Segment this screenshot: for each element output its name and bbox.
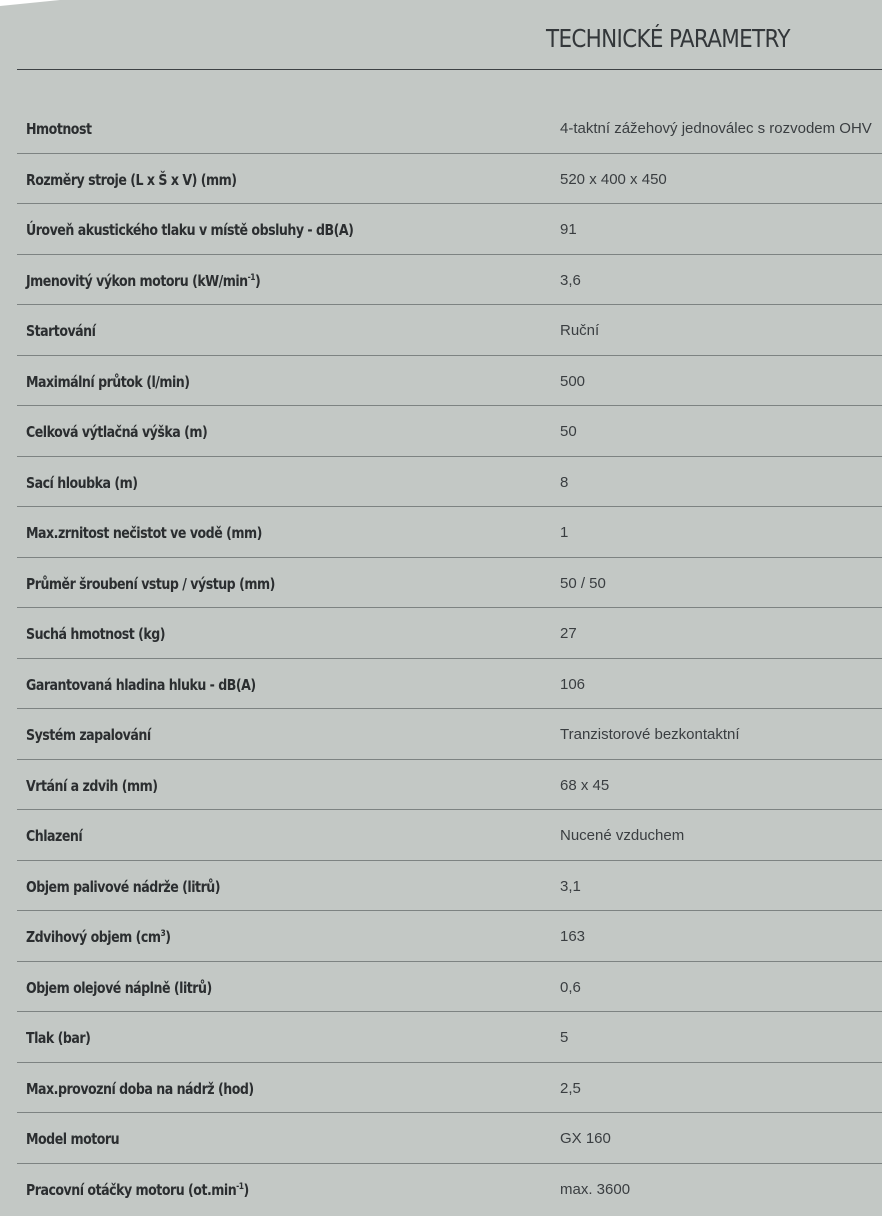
- spec-label-text: Objem olejové náplně (litrů): [26, 978, 212, 997]
- spec-row: [17, 406, 882, 457]
- spec-label-text: Celková výtlačná výška (m): [26, 423, 208, 441]
- spec-value: max. 3600: [560, 1180, 631, 1198]
- spec-label-suffix: ): [243, 1180, 249, 1199]
- spec-label: [26, 726, 151, 744]
- spec-label-text: Sací hloubka (m): [26, 473, 138, 492]
- spec-row: [17, 507, 882, 558]
- spec-label-superscript: -1: [236, 1181, 244, 1192]
- spec-value: Ruční: [560, 322, 600, 339]
- spec-label: [26, 777, 157, 795]
- spec-row: [17, 558, 882, 609]
- spec-row: [17, 255, 882, 306]
- spec-label-text: Rozměry stroje (L x Š x V) (mm): [26, 170, 237, 189]
- spec-label: [26, 575, 275, 593]
- spec-label-text: Pracovní otáčky motoru (ot.min: [26, 1180, 237, 1199]
- spec-label: [26, 827, 82, 845]
- spec-row: [17, 154, 882, 205]
- spec-value: 2,5: [560, 1079, 581, 1097]
- spec-label-text: Max.zrnitost nečistot ve vodě (mm): [26, 524, 262, 542]
- spec-row: [17, 1063, 882, 1114]
- spec-row: [17, 1113, 882, 1164]
- spec-label: [26, 373, 190, 391]
- spec-row: [17, 962, 882, 1013]
- spec-label: [26, 322, 95, 340]
- spec-row: [17, 911, 882, 962]
- spec-label: [26, 1080, 254, 1098]
- spec-row: [17, 760, 882, 811]
- spec-label: [26, 1130, 119, 1148]
- spec-value: 68 x 45: [560, 776, 610, 794]
- spec-label-text: Vrtání a zdvih (mm): [26, 776, 158, 795]
- spec-label: [26, 423, 207, 441]
- spec-row: [17, 608, 882, 659]
- spec-value: Nucené vzduchem: [560, 827, 685, 844]
- spec-label-text: Úroveň akustického tlaku v místě obsluhy - dB(A): [26, 221, 354, 239]
- spec-value: GX 160: [560, 1130, 611, 1147]
- spec-value: 520 x 400 x 450: [560, 170, 667, 188]
- spec-label-text: Garantovaná hladina hluku - dB(A): [26, 675, 256, 694]
- spec-value: 163: [560, 928, 586, 945]
- section-header: [17, 0, 882, 70]
- spec-row: [17, 356, 882, 407]
- spec-row: [17, 103, 882, 154]
- spec-value: 5: [560, 1029, 569, 1046]
- spec-label-text: Systém zapalování: [26, 726, 151, 744]
- spec-row: [17, 457, 882, 508]
- spec-value: 27: [560, 625, 577, 642]
- spec-label-text: Startování: [26, 322, 96, 340]
- spec-label: [26, 1181, 249, 1199]
- spec-label-text: Průměr šroubení vstup / výstup (mm): [26, 574, 275, 593]
- spec-value: 3,6: [560, 271, 581, 289]
- spec-row: [17, 1012, 882, 1063]
- spec-value: 50: [560, 423, 577, 440]
- spec-label: [26, 120, 91, 138]
- spec-label-text: Tlak (bar): [26, 1029, 91, 1047]
- spec-table: [17, 103, 882, 1214]
- spec-label: [26, 625, 165, 643]
- spec-value: 3,1: [560, 877, 581, 895]
- page-title: TECHNICKÉ PARAMETRY: [546, 24, 790, 53]
- spec-label: [26, 524, 262, 542]
- spec-label: [26, 221, 353, 239]
- spec-label-superscript: 3: [160, 929, 166, 939]
- spec-value: Tranzistorové bezkontaktní: [560, 726, 740, 743]
- spec-label: [26, 676, 256, 694]
- spec-label: [26, 1029, 90, 1047]
- spec-label-text: Model motoru: [26, 1130, 120, 1148]
- spec-value: 4-taktní zážehový jednoválec s rozvodem OHV: [560, 120, 872, 137]
- spec-label-text: Objem palivové nádrže (litrů): [26, 877, 221, 896]
- spec-label-suffix: ): [165, 928, 171, 946]
- spec-value: 106: [560, 675, 586, 693]
- spec-label-suffix: ): [255, 271, 261, 290]
- spec-value: 50 / 50: [560, 574, 606, 592]
- spec-label-text: Chlazení: [26, 827, 83, 845]
- spec-row: [17, 305, 882, 356]
- spec-label-text: Suchá hmotnost (kg): [26, 625, 166, 643]
- spec-row: [17, 709, 882, 760]
- spec-value: 0,6: [560, 978, 581, 996]
- spec-row: [17, 861, 882, 912]
- spec-label-text: Max.provozní doba na nádrž (hod): [26, 1079, 254, 1098]
- spec-label: [26, 474, 138, 492]
- spec-value: 500: [560, 372, 586, 390]
- spec-value: 1: [560, 524, 569, 541]
- spec-label-text: Zdvihový objem (cm: [26, 928, 161, 946]
- spec-row: [17, 1164, 882, 1215]
- spec-label: [26, 878, 220, 896]
- spec-label-text: Jmenovitý výkon motoru (kW/min: [26, 271, 248, 290]
- spec-row: [17, 204, 882, 255]
- spec-label-text: Maximální průtok (l/min): [26, 372, 190, 391]
- spec-row: [17, 659, 882, 710]
- spec-label-text: Hmotnost: [26, 120, 92, 138]
- spec-value: 8: [560, 473, 569, 491]
- spec-row: [17, 810, 882, 861]
- spec-label: [26, 171, 237, 189]
- spec-label: [26, 928, 171, 946]
- spec-label: [26, 979, 212, 997]
- spec-label-superscript: -1: [247, 272, 256, 283]
- spec-label: [26, 272, 260, 290]
- spec-value: 91: [560, 221, 577, 238]
